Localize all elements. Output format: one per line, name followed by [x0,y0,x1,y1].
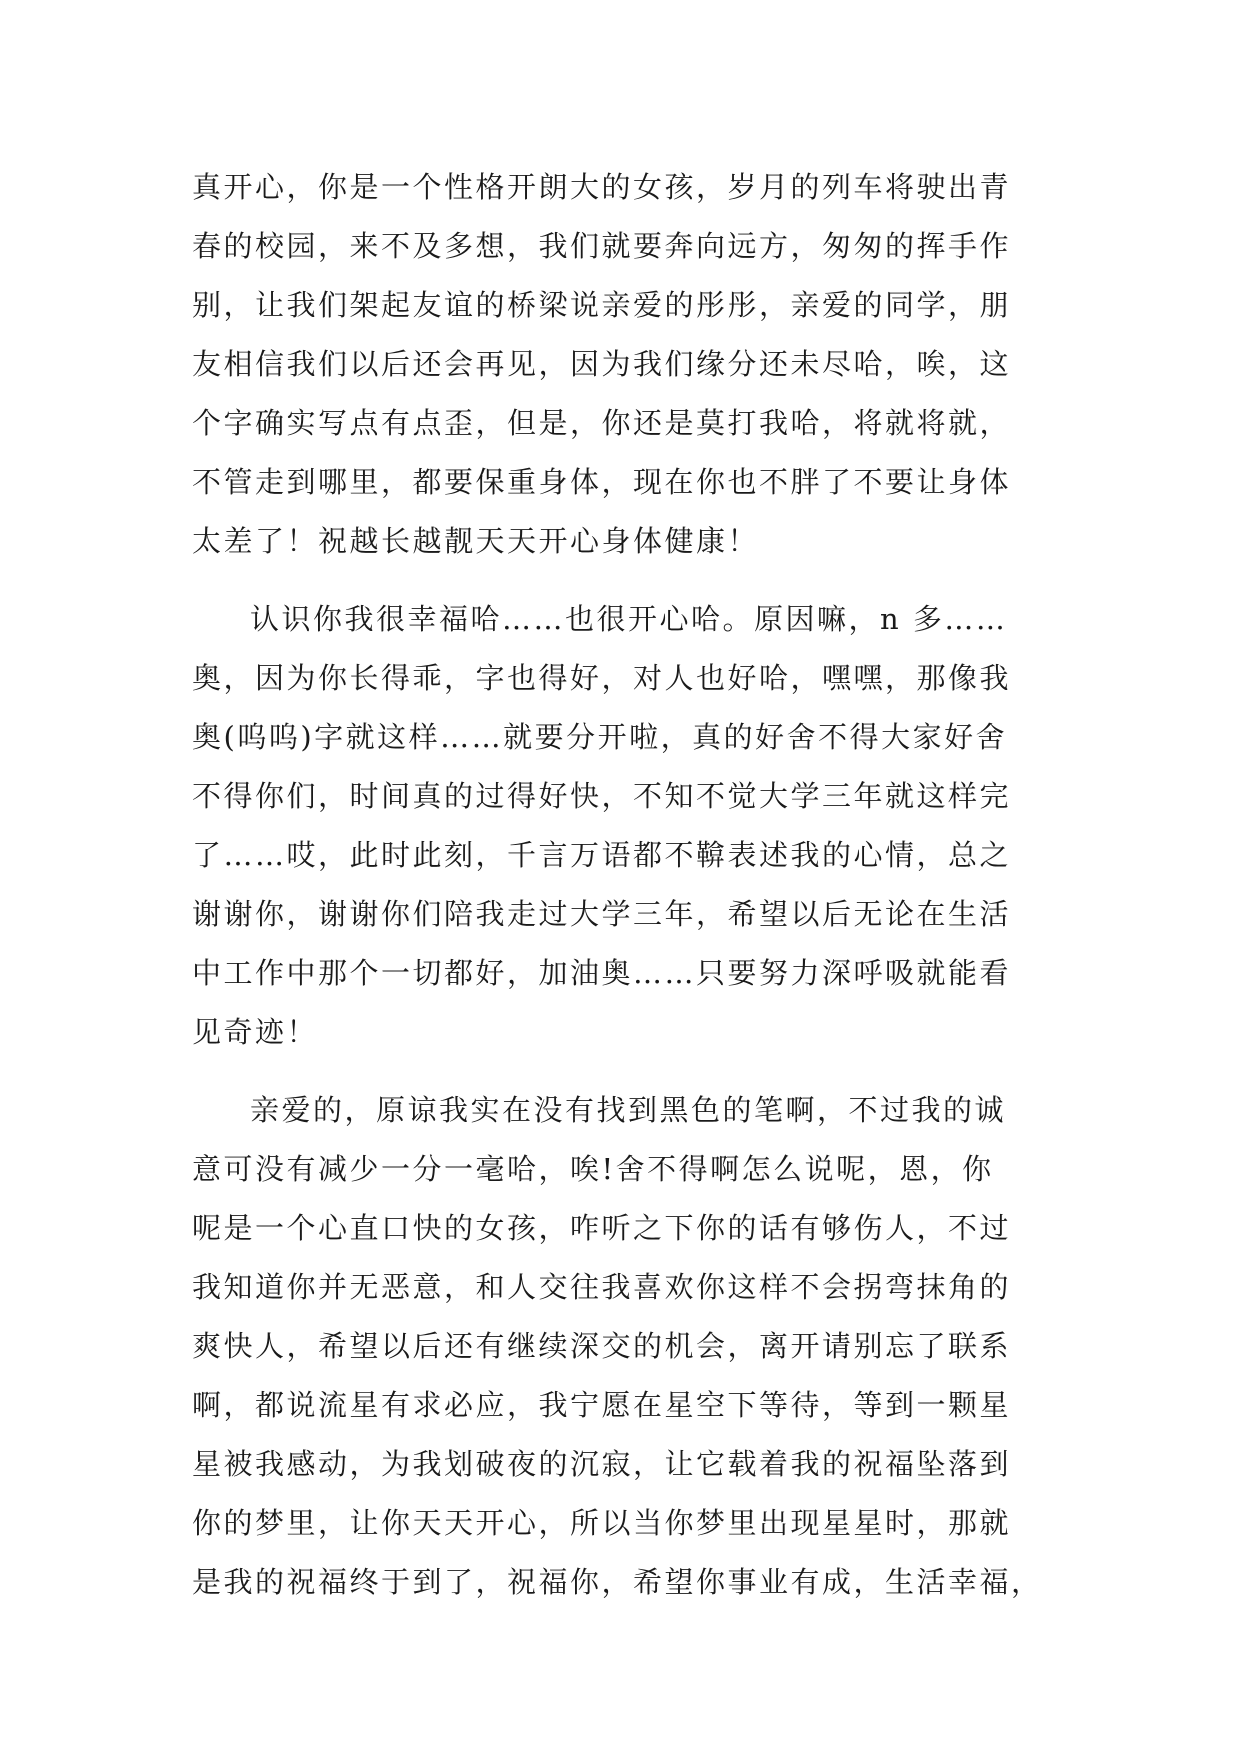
paragraph-line: 亲爱的，原谅我实在没有找到黑色的笔啊，不过我的诚 [250,1093,1007,1127]
paragraph-line: 爽快人，希望以后还有继续深交的机会，离开请别忘了联系 [192,1329,1012,1363]
paragraph-line: 你的梦里，让你天天开心，所以当你梦里出现星星时，那就 [192,1506,1012,1540]
paragraph-line: 谢谢你，谢谢你们陪我走过大学三年，希望以后无论在生活 [192,897,1012,931]
paragraph-line: 见奇迹！ [192,1015,319,1049]
paragraph-line: 不管走到哪里，都要保重身体，现在你也不胖了不要让身体 [192,465,1012,499]
paragraph-line: 不得你们，时间真的过得好快，不知不觉大学三年就这样完 [192,779,1012,813]
paragraph-line: 我知道你并无恶意，和人交往我喜欢你这样不会拐弯抹角的 [192,1270,1012,1304]
paragraph-3 [192,1081,1067,1612]
paragraph-line: 意可没有减少一分一毫哈，唉!舍不得啊怎么说呢，恩，你 [192,1152,994,1186]
paragraph-line: 认识你我很幸福哈……也很开心哈。原因嘛，n 多…… [250,602,1008,636]
paragraph-line: 太差了！祝越长越靓天天开心身体健康！ [192,524,760,558]
paragraph-line: 中工作中那个一切都好，加油奥……只要努力深呼吸就能看 [192,956,1012,990]
paragraph-line: 别，让我们架起友谊的桥梁说亲爱的彤彤，亲爱的同学，朋 [192,288,1012,322]
paragraph-line: 个字确实写点有点歪，但是，你还是莫打我哈，将就将就， [192,406,1012,440]
paragraph-line: 奥，因为你长得乖，字也得好，对人也好哈，嘿嘿，那像我 [192,661,1012,695]
paragraph-line: 啊，都说流星有求必应，我宁愿在星空下等待，等到一颗星 [192,1388,1012,1422]
paragraph-1 [192,158,1067,571]
document-body [192,158,1067,1612]
paragraph-line: 真开心，你是一个性格开朗大的女孩，岁月的列车将驶出青 [192,170,1012,204]
paragraph-line: 呢是一个心直口快的女孩，咋听之下你的话有够伤人，不过 [192,1211,1012,1245]
paragraph-line: 是我的祝福终于到了，祝福你，希望你事业有成，生活幸福， [192,1565,1043,1599]
paragraph-line: 春的校园，来不及多想，我们就要奔向远方，匆匆的挥手作 [192,229,1012,263]
paragraph-line: 友相信我们以后还会再见，因为我们缘分还未尽哈，唉，这 [192,347,1012,381]
paragraph-spacing [192,571,1067,590]
paragraph-line: 奥(呜呜)字就这样……就要分开啦，真的好舍不得大家好舍 [192,720,1008,754]
paragraph-line: 星被我感动，为我划破夜的沉寂，让它载着我的祝福坠落到 [192,1447,1012,1481]
paragraph-2 [192,590,1067,1062]
paragraph-line: 了……哎，此时此刻，千言万语都不鞥表述我的心情，总之 [192,838,1012,872]
paragraph-spacing [192,1062,1067,1081]
